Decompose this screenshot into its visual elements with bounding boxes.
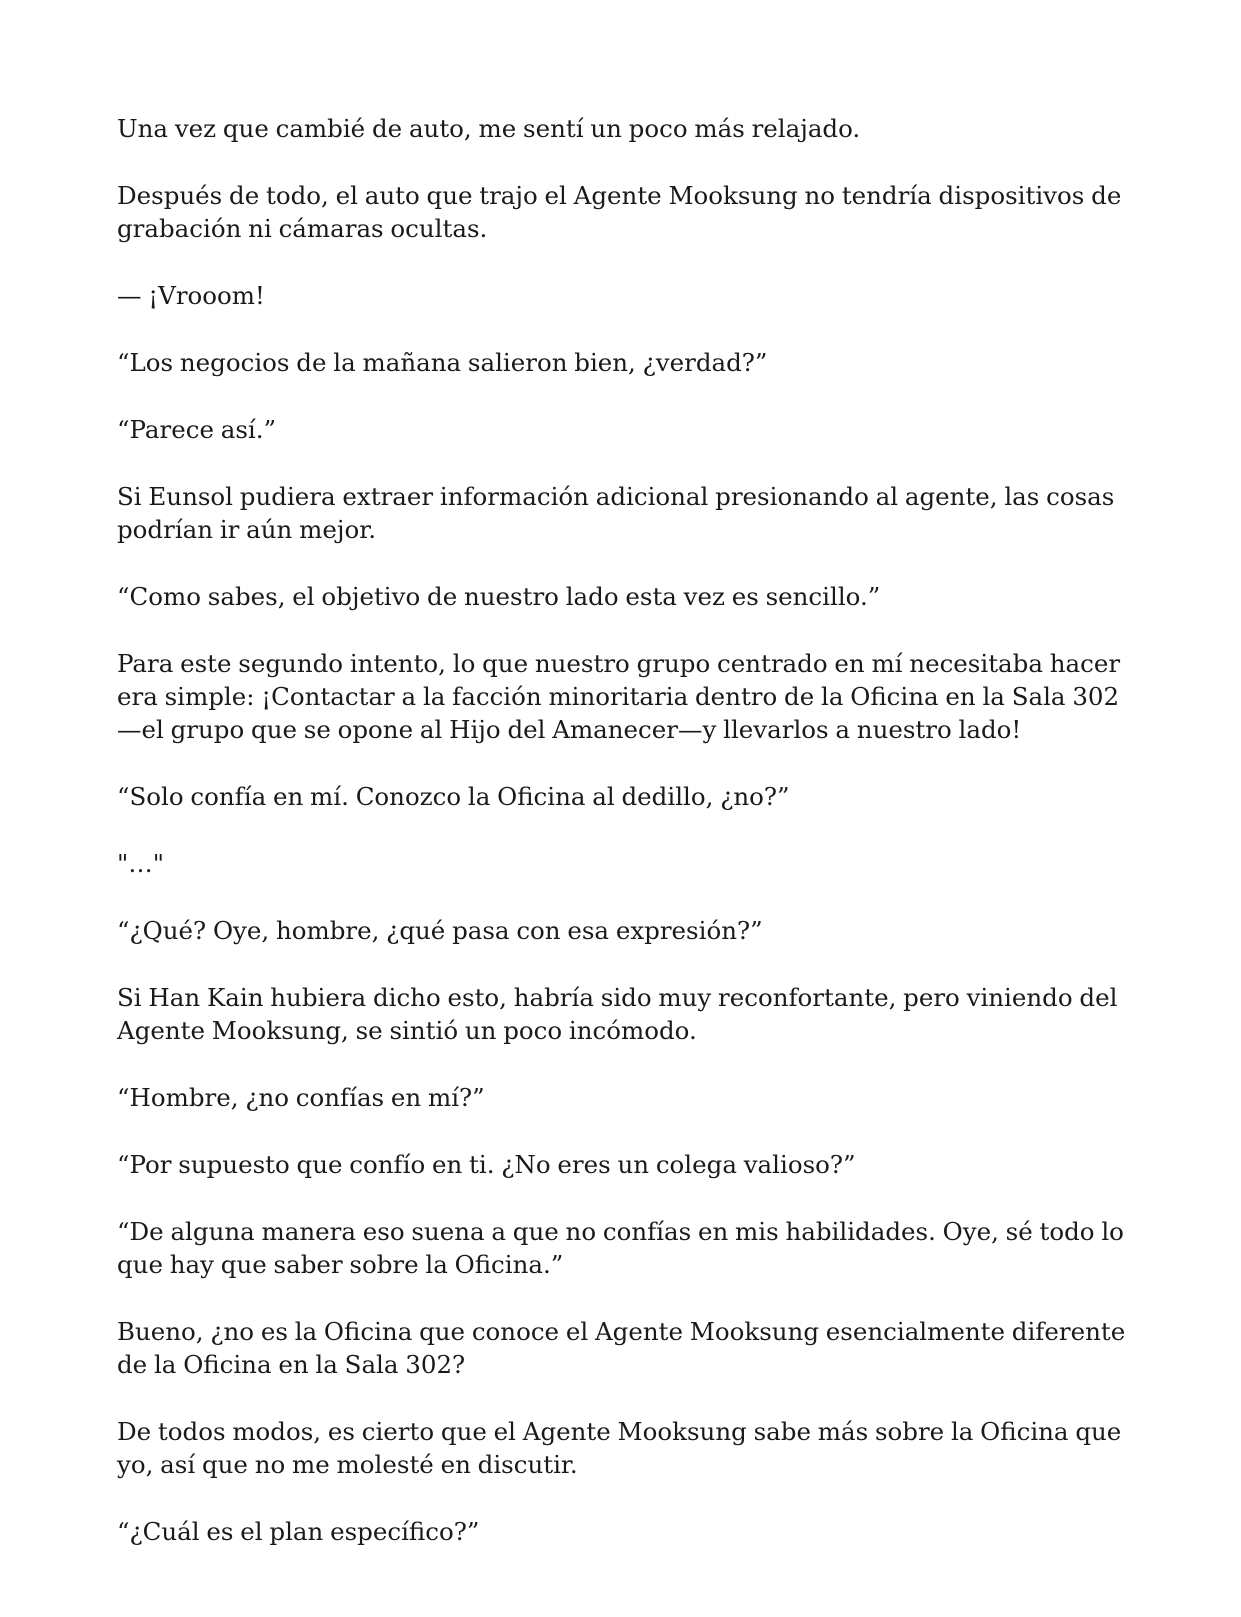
paragraph: Si Eunsol pudiera extraer información adicional presionando al agente, las cosas podrían ir aún mejor. [117, 482, 1115, 544]
paragraph: Si Han Kain hubiera dicho esto, habría sido muy reconfortante, pero viniendo del Agente Mooksung, se sintió un poco incómodo. [117, 983, 1118, 1045]
paragraph: — ¡Vrooom! [117, 281, 265, 310]
paragraph: “¿Qué? Oye, hombre, ¿qué pasa con esa expresión?” [117, 916, 763, 945]
document-body [117, 112, 1127, 1582]
paragraph: “Hombre, ¿no confías en mí?” [117, 1083, 485, 1112]
paragraph: “Como sabes, el objetivo de nuestro lado esta vez es sencillo.” [117, 582, 881, 611]
paragraph: “De alguna manera eso suena a que no confías en mis habilidades. Oye, sé todo lo que hay que saber sobre la Oficina.” [117, 1217, 1124, 1279]
paragraph: Una vez que cambié de auto, me sentí un poco más relajado. [117, 114, 861, 143]
paragraph: “Los negocios de la mañana salieron bien, ¿verdad?” [117, 348, 768, 377]
paragraph: “Por supuesto que confío en ti. ¿No eres un colega valioso?” [117, 1150, 856, 1179]
paragraph: De todos modos, es cierto que el Agente Mooksung sabe más sobre la Oficina que yo, así que no me molesté en discutir. [117, 1417, 1122, 1479]
paragraph: Para este segundo intento, lo que nuestro grupo centrado en mí necesitaba hacer era simple: ¡Contactar a la facción minoritaria dentro de la Oficina en la Sala 302—el grupo que se opone al Hijo del Amanecer—y llevarlos a nuestro lado! [117, 649, 1121, 744]
paragraph: Después de todo, el auto que trajo el Agente Mooksung no tendría dispositivos de grabación ni cámaras ocultas. [117, 181, 1122, 243]
paragraph: “Parece así.” [117, 415, 277, 444]
paragraph: “Solo confía en mí. Conozco la Oficina al dedillo, ¿no?” [117, 782, 790, 811]
paragraph: “¿Cuál es el plan específico?” [117, 1517, 480, 1546]
paragraph: Bueno, ¿no es la Oficina que conoce el Agente Mooksung esencialmente diferente de la Oficina en la Sala 302? [117, 1317, 1126, 1379]
paragraph: "…" [117, 849, 165, 878]
